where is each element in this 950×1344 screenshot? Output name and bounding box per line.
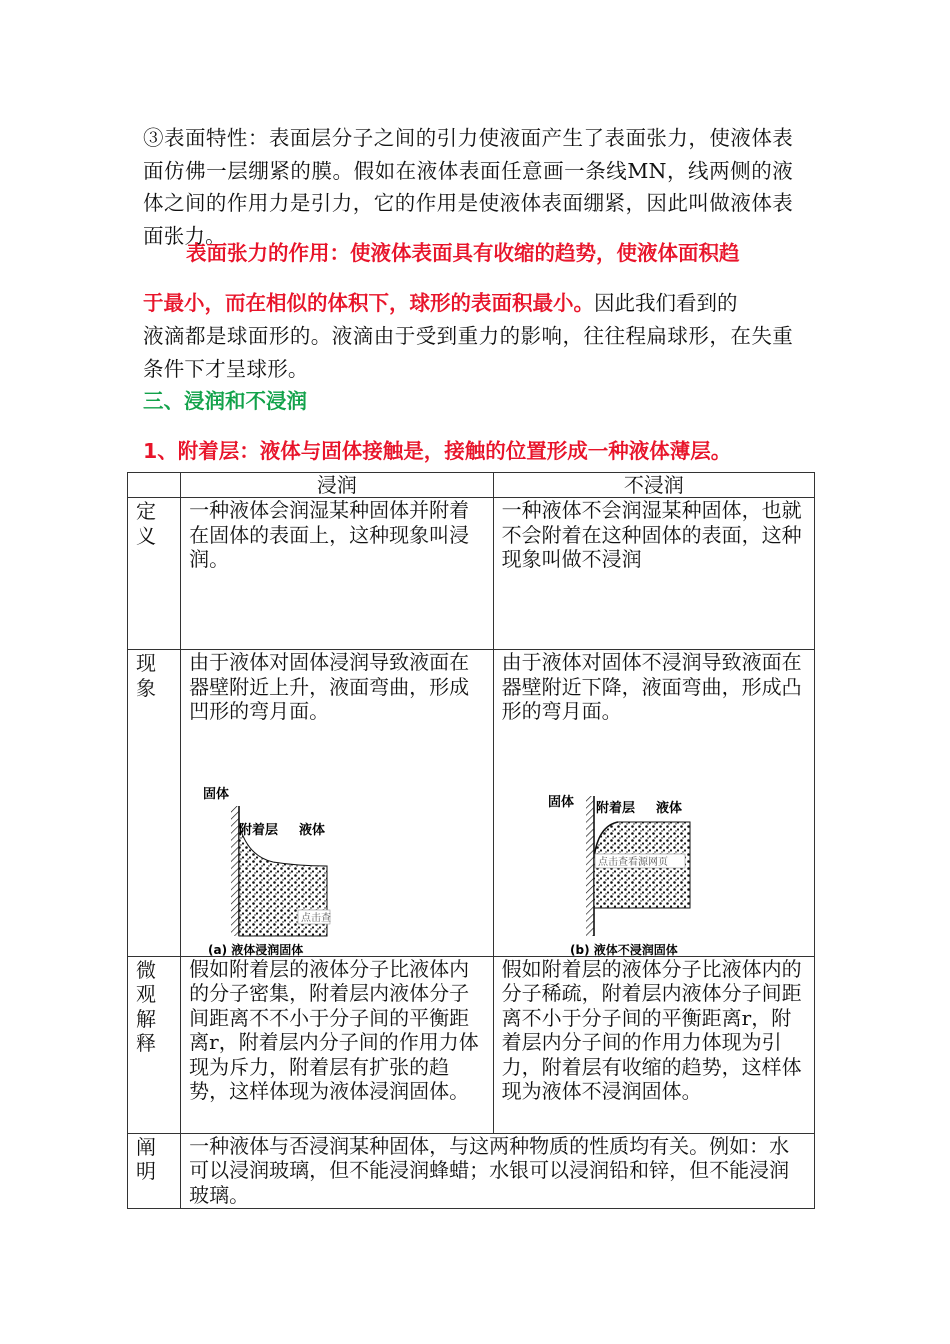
section-heading: 三、浸润和不浸润	[143, 389, 307, 413]
label-layer-b: 附着层	[595, 800, 635, 816]
phenomenon-wetting-cell	[181, 650, 493, 957]
caption-a: (a) 液体浸润固体	[208, 942, 304, 956]
surface-tension-line2	[143, 286, 738, 316]
figure-nonwetting	[540, 776, 710, 956]
solid-wall	[231, 806, 239, 936]
label-solid-b: 固体	[547, 794, 574, 810]
surface-property-paragraph: ③表面特性：表面层分子之间的引力使液面产生了表面张力，使液体表面仿佛一层绷紧的膜。假如在液体表面任意画一条线MN，线两侧的液体之间的作用力是引力，它的作用是使液体表面绷紧，因此叫做液体表面张力。	[143, 126, 793, 248]
surface-tension-highlight-line1: 表面张力的作用：使液体表面具有收缩的趋势，使液体面积趋	[186, 241, 740, 265]
surface-tension-tail: 因此我们看到的	[594, 291, 738, 315]
row-label-phenomenon: 现象	[128, 650, 181, 957]
definition-nonwetting: 一种液体不会润湿某种固体，也就不会附着在这种固体的表面，这种现象叫做不浸润	[493, 498, 814, 650]
phenomenon-nonwetting-cell	[493, 650, 814, 957]
surface-tension-highlight-line2: 于最小，而在相似的体积下，球形的表面积最小。	[143, 291, 594, 315]
row-label-definition: 定义	[128, 498, 181, 650]
phenomenon-nonwetting-text: 由于液体对固体不浸润导致液面在器壁附近下降，液面弯曲，形成凸形的弯月面。	[501, 650, 802, 723]
header-wetting: 浸润	[181, 473, 493, 498]
droplet-paragraph: 液滴都是球面形的。液滴由于受到重力的影响，往往程扁球形，在失重条件下才呈球形。	[143, 324, 793, 381]
adhesion-layer-heading: 1、附着层：液体与固体接触是，接触的位置形成一种液体薄层。	[143, 439, 732, 463]
caption-b: (b) 液体不浸润固体	[569, 942, 678, 956]
micro-nonwetting: 假如附着层的液体分子比液体内的分子稀疏，附着层内液体分子间距离不小于分子间的平衡距离r，附着层内分子间的作用力体现为引力，附着层有收缩的趋势，这样体现为液体不浸润固体。	[493, 956, 814, 1133]
row-label-micro: 微观解释	[128, 956, 181, 1133]
wetting-comparison-table	[127, 472, 815, 1209]
phenomenon-wetting-text: 由于液体对固体浸润导致液面在器壁附近上升，液面弯曲，形成凹形的弯月面。	[189, 650, 470, 723]
note-text: 一种液体与否浸润某种固体，与这两种物质的性质均有关。例如：水可以浸润玻璃，但不能浸润蜂蜡；水银可以浸润铅和锌，但不能浸润玻璃。	[181, 1133, 815, 1208]
header-nonwetting: 不浸润	[493, 473, 814, 498]
label-liquid-b: 液体	[655, 800, 682, 816]
label-liquid-a: 液体	[299, 822, 326, 838]
figure-wetting	[203, 776, 343, 956]
label-layer-a: 附着层	[239, 822, 279, 838]
solid-wall-b	[586, 796, 594, 936]
label-solid-a: 固体	[203, 786, 230, 802]
watermark-a: 点击查	[301, 912, 332, 924]
row-label-note: 阐明	[128, 1133, 181, 1208]
definition-wetting: 一种液体会润湿某种固体并附着在固体的表面上，这种现象叫浸润。	[181, 498, 493, 650]
micro-wetting: 假如附着层的液体分子比液体内的分子密集，附着层内液体分子间距离不不小于分子间的平衡距离r，附着层内分子间的作用力体现为斥力，附着层有扩张的趋势，这样体现为液体浸润固体。	[181, 956, 493, 1133]
header-empty-cell	[128, 473, 181, 498]
watermark-b: 点击查看源网页	[597, 856, 668, 868]
